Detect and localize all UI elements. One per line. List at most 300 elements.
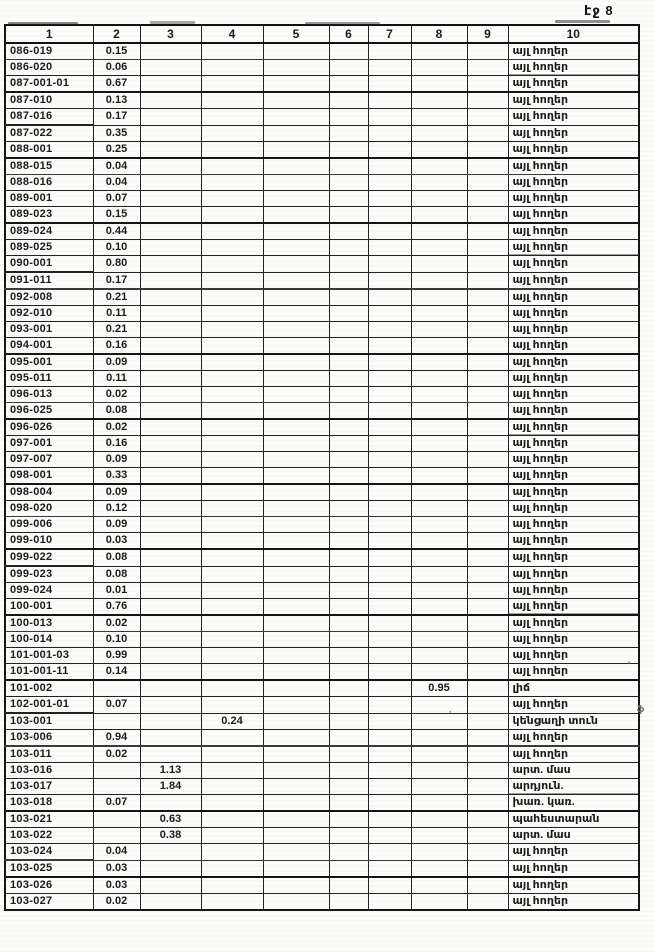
cell-area-value: 0.17 xyxy=(93,272,140,289)
cell-area-value xyxy=(467,306,508,322)
cell-land-type: այլ հողեր xyxy=(508,484,639,501)
cell-area-value xyxy=(140,92,201,109)
cell-area-value xyxy=(467,566,508,583)
cell-area-value xyxy=(329,76,368,93)
table-row xyxy=(5,811,639,828)
cell-area-value xyxy=(140,207,201,224)
table-row xyxy=(5,484,639,501)
cell-area-value: 0.35 xyxy=(93,125,140,142)
cell-area-value xyxy=(329,713,368,730)
cell-area-value xyxy=(411,354,467,371)
cell-area-value xyxy=(140,549,201,566)
cell-area-value xyxy=(467,811,508,828)
cell-area-value xyxy=(140,43,201,60)
cell-land-type: այլ հողեր xyxy=(508,844,639,861)
cell-parcel-code: 101-001-11 xyxy=(5,664,93,681)
cell-area-value xyxy=(329,240,368,256)
cell-land-type: այլ հողեր xyxy=(508,599,639,616)
cell-land-type: այլ հողեր xyxy=(508,566,639,583)
cell-land-type: այլ հողեր xyxy=(508,501,639,517)
cell-area-value xyxy=(201,207,263,224)
table-row xyxy=(5,92,639,109)
cell-area-value xyxy=(411,763,467,779)
cell-area-value xyxy=(140,664,201,681)
cell-area-value xyxy=(263,844,329,861)
cell-area-value xyxy=(467,43,508,60)
cell-area-value xyxy=(201,354,263,371)
cell-area-value: 0.03 xyxy=(93,533,140,550)
cell-area-value xyxy=(263,354,329,371)
cell-area-value xyxy=(411,844,467,861)
cell-area-value xyxy=(411,648,467,664)
cell-parcel-code: 102-001-01 xyxy=(5,697,93,714)
cell-area-value xyxy=(263,240,329,256)
cell-area-value xyxy=(368,484,411,501)
cell-land-type: այլ հողեր xyxy=(508,322,639,338)
cell-area-value xyxy=(263,306,329,322)
table-row xyxy=(5,322,639,338)
cell-land-type: այլ հողեր xyxy=(508,207,639,224)
cell-area-value xyxy=(467,795,508,812)
cell-area-value xyxy=(263,76,329,93)
cell-area-value xyxy=(263,566,329,583)
cell-area-value: 0.12 xyxy=(93,501,140,517)
cell-area-value: 0.04 xyxy=(93,844,140,861)
cell-area-value xyxy=(263,158,329,175)
cell-area-value xyxy=(263,533,329,550)
cell-area-value xyxy=(368,158,411,175)
cell-area-value xyxy=(140,484,201,501)
cell-area-value: 1.84 xyxy=(140,779,201,795)
cell-area-value xyxy=(368,289,411,306)
cell-area-value xyxy=(201,240,263,256)
cell-area-value xyxy=(329,60,368,76)
cell-parcel-code: 089-023 xyxy=(5,207,93,224)
cell-parcel-code: 093-001 xyxy=(5,322,93,338)
cell-area-value xyxy=(263,860,329,877)
table-row xyxy=(5,256,639,273)
cell-area-value xyxy=(201,92,263,109)
cell-area-value: 0.07 xyxy=(93,191,140,207)
cell-area-value xyxy=(411,191,467,207)
cell-area-value xyxy=(467,60,508,76)
cell-area-value xyxy=(201,828,263,844)
table-row xyxy=(5,730,639,747)
cell-land-type: այլ հողեր xyxy=(508,387,639,403)
table-row xyxy=(5,517,639,533)
cell-area-value xyxy=(263,387,329,403)
cell-land-type: պահեստարան xyxy=(508,811,639,828)
cell-parcel-code: 086-019 xyxy=(5,43,93,60)
table-row xyxy=(5,354,639,371)
column-header: 10 xyxy=(508,25,639,43)
cell-area-value xyxy=(368,207,411,224)
cell-parcel-code: 103-011 xyxy=(5,746,93,763)
cell-area-value xyxy=(467,371,508,387)
column-header: 4 xyxy=(201,25,263,43)
cell-area-value xyxy=(140,306,201,322)
cell-land-type: այլ հողեր xyxy=(508,452,639,468)
cell-area-value xyxy=(329,533,368,550)
cell-parcel-code: 099-022 xyxy=(5,549,93,566)
cell-area-value xyxy=(140,125,201,142)
cell-area-value xyxy=(201,468,263,485)
cell-area-value xyxy=(329,371,368,387)
cell-parcel-code: 099-006 xyxy=(5,517,93,533)
cell-area-value xyxy=(140,436,201,452)
cell-area-value xyxy=(140,730,201,747)
cell-area-value xyxy=(263,484,329,501)
cell-area-value xyxy=(411,452,467,468)
cell-area-value xyxy=(368,436,411,452)
cell-area-value xyxy=(201,680,263,697)
cell-area-value xyxy=(93,763,140,779)
cell-area-value xyxy=(329,844,368,861)
cell-area-value: 0.09 xyxy=(93,354,140,371)
cell-area-value xyxy=(201,730,263,747)
cell-land-type: այլ հողեր xyxy=(508,730,639,747)
cell-area-value xyxy=(411,877,467,894)
cell-area-value: 0.16 xyxy=(93,436,140,452)
cell-area-value: 0.15 xyxy=(93,43,140,60)
table-row xyxy=(5,371,639,387)
cell-area-value xyxy=(263,436,329,452)
cell-parcel-code: 099-023 xyxy=(5,566,93,583)
cell-area-value xyxy=(467,142,508,159)
cell-parcel-code: 096-025 xyxy=(5,403,93,420)
cell-area-value: 0.08 xyxy=(93,566,140,583)
cell-area-value xyxy=(329,860,368,877)
table-row xyxy=(5,207,639,224)
cell-area-value xyxy=(140,894,201,911)
cell-area-value xyxy=(467,338,508,355)
cell-area-value xyxy=(263,713,329,730)
table-row xyxy=(5,680,639,697)
cell-area-value xyxy=(467,468,508,485)
cell-area-value xyxy=(467,484,508,501)
cell-area-value xyxy=(411,338,467,355)
cell-area-value xyxy=(467,419,508,436)
scan-smudge xyxy=(8,22,78,25)
cell-area-value: 0.15 xyxy=(93,207,140,224)
column-header: 2 xyxy=(93,25,140,43)
cell-area-value xyxy=(467,844,508,861)
cell-area-value xyxy=(263,175,329,191)
cell-area-value xyxy=(368,92,411,109)
cell-area-value xyxy=(329,191,368,207)
cell-area-value xyxy=(140,387,201,403)
cell-area-value: 0.07 xyxy=(93,795,140,812)
cell-area-value xyxy=(467,256,508,273)
handwritten-mark: ' xyxy=(628,660,631,670)
scan-smudge xyxy=(555,20,610,23)
cell-area-value xyxy=(263,60,329,76)
cell-area-value xyxy=(263,109,329,126)
cell-area-value xyxy=(140,354,201,371)
cell-parcel-code: 097-001 xyxy=(5,436,93,452)
cell-area-value xyxy=(329,828,368,844)
cell-area-value: 1.13 xyxy=(140,763,201,779)
cell-area-value xyxy=(467,533,508,550)
cell-area-value xyxy=(467,632,508,648)
table-row xyxy=(5,763,639,779)
cell-area-value xyxy=(140,76,201,93)
cell-area-value xyxy=(329,354,368,371)
cell-land-type: այլ հողեր xyxy=(508,191,639,207)
cell-area-value xyxy=(368,125,411,142)
cell-area-value xyxy=(467,860,508,877)
cell-area-value xyxy=(411,289,467,306)
cell-area-value xyxy=(368,549,411,566)
cell-area-value xyxy=(467,517,508,533)
cell-area-value xyxy=(263,191,329,207)
cell-area-value: 0.14 xyxy=(93,664,140,681)
cell-area-value xyxy=(368,76,411,93)
cell-area-value xyxy=(411,43,467,60)
cell-area-value xyxy=(263,811,329,828)
cell-area-value xyxy=(140,158,201,175)
cell-area-value xyxy=(140,256,201,273)
cell-area-value xyxy=(411,436,467,452)
cell-area-value xyxy=(201,452,263,468)
cell-area-value: 0.80 xyxy=(93,256,140,273)
cell-area-value xyxy=(263,223,329,240)
cell-area-value xyxy=(263,256,329,273)
cell-area-value xyxy=(411,599,467,616)
cell-area-value xyxy=(263,763,329,779)
cell-area-value xyxy=(467,713,508,730)
cell-area-value xyxy=(411,322,467,338)
cell-area-value xyxy=(140,223,201,240)
cell-area-value xyxy=(201,403,263,420)
cell-area-value xyxy=(140,452,201,468)
table-row xyxy=(5,844,639,861)
land-parcel-table xyxy=(4,24,640,911)
cell-area-value xyxy=(140,403,201,420)
cell-area-value xyxy=(411,811,467,828)
cell-area-value xyxy=(329,142,368,159)
cell-parcel-code: 103-025 xyxy=(5,860,93,877)
cell-parcel-code: 103-021 xyxy=(5,811,93,828)
table-row xyxy=(5,877,639,894)
cell-land-type: այլ հողեր xyxy=(508,583,639,599)
column-header: 6 xyxy=(329,25,368,43)
cell-area-value xyxy=(140,240,201,256)
cell-area-value xyxy=(368,648,411,664)
cell-area-value xyxy=(329,452,368,468)
cell-area-value xyxy=(411,549,467,566)
cell-area-value xyxy=(140,272,201,289)
cell-area-value xyxy=(201,338,263,355)
cell-land-type: այլ հողեր xyxy=(508,240,639,256)
cell-area-value: 0.04 xyxy=(93,158,140,175)
cell-area-value xyxy=(329,680,368,697)
cell-area-value: 0.25 xyxy=(93,142,140,159)
cell-land-type: այլ հողեր xyxy=(508,517,639,533)
cell-area-value xyxy=(411,256,467,273)
cell-area-value xyxy=(329,746,368,763)
table-row xyxy=(5,289,639,306)
table-row xyxy=(5,142,639,159)
cell-area-value xyxy=(411,419,467,436)
handwritten-mark: ֆ xyxy=(637,704,645,714)
cell-area-value xyxy=(201,223,263,240)
cell-parcel-code: 089-024 xyxy=(5,223,93,240)
cell-area-value xyxy=(329,338,368,355)
cell-area-value xyxy=(368,615,411,632)
cell-area-value xyxy=(368,175,411,191)
cell-area-value xyxy=(411,697,467,714)
cell-area-value xyxy=(263,730,329,747)
cell-area-value xyxy=(467,92,508,109)
table-row xyxy=(5,632,639,648)
cell-land-type: այլ հողեր xyxy=(508,877,639,894)
column-header: 8 xyxy=(411,25,467,43)
table-row xyxy=(5,779,639,795)
table-row xyxy=(5,795,639,812)
page-number-label: էջ 8 xyxy=(584,3,614,18)
cell-land-type: այլ հողեր xyxy=(508,419,639,436)
cell-area-value xyxy=(368,517,411,533)
cell-area-value xyxy=(201,844,263,861)
cell-area-value xyxy=(411,223,467,240)
column-header: 1 xyxy=(5,25,93,43)
cell-parcel-code: 087-016 xyxy=(5,109,93,126)
cell-parcel-code: 103-016 xyxy=(5,763,93,779)
table-row xyxy=(5,894,639,911)
cell-area-value xyxy=(201,501,263,517)
cell-area-value xyxy=(263,615,329,632)
cell-parcel-code: 087-010 xyxy=(5,92,93,109)
cell-area-value xyxy=(140,371,201,387)
cell-parcel-code: 098-004 xyxy=(5,484,93,501)
cell-parcel-code: 086-020 xyxy=(5,60,93,76)
cell-land-type: այլ հողեր xyxy=(508,338,639,355)
cell-land-type: այլ հողեր xyxy=(508,468,639,485)
cell-area-value xyxy=(467,549,508,566)
cell-area-value: 0.02 xyxy=(93,746,140,763)
cell-area-value xyxy=(368,371,411,387)
cell-area-value xyxy=(411,664,467,681)
cell-area-value: 0.06 xyxy=(93,60,140,76)
cell-area-value xyxy=(411,60,467,76)
cell-land-type: խառ. կառ. xyxy=(508,795,639,812)
cell-area-value xyxy=(411,125,467,142)
cell-area-value xyxy=(368,387,411,403)
cell-land-type: այլ հողեր xyxy=(508,746,639,763)
cell-area-value xyxy=(368,256,411,273)
cell-parcel-code: 103-006 xyxy=(5,730,93,747)
cell-area-value xyxy=(467,272,508,289)
table-row xyxy=(5,697,639,714)
cell-land-type: այլ հողեր xyxy=(508,860,639,877)
cell-land-type: կենցաղի տուն xyxy=(508,713,639,730)
cell-area-value: 0.02 xyxy=(93,615,140,632)
cell-land-type: այլ հողեր xyxy=(508,158,639,175)
cell-land-type: այլ հողեր xyxy=(508,92,639,109)
cell-area-value xyxy=(467,680,508,697)
cell-area-value xyxy=(467,648,508,664)
table-row xyxy=(5,452,639,468)
cell-area-value xyxy=(329,43,368,60)
table-row xyxy=(5,746,639,763)
cell-land-type: այլ հողեր xyxy=(508,43,639,60)
cell-area-value xyxy=(411,175,467,191)
cell-parcel-code: 098-001 xyxy=(5,468,93,485)
cell-area-value xyxy=(329,583,368,599)
cell-parcel-code: 099-010 xyxy=(5,533,93,550)
cell-area-value: 0.08 xyxy=(93,549,140,566)
cell-area-value xyxy=(140,697,201,714)
cell-area-value xyxy=(329,877,368,894)
cell-area-value xyxy=(368,223,411,240)
cell-area-value xyxy=(201,272,263,289)
cell-area-value xyxy=(467,76,508,93)
cell-area-value xyxy=(368,322,411,338)
cell-area-value xyxy=(201,322,263,338)
cell-area-value xyxy=(411,795,467,812)
cell-area-value xyxy=(329,615,368,632)
cell-area-value xyxy=(411,779,467,795)
cell-land-type: այլ հողեր xyxy=(508,632,639,648)
cell-area-value xyxy=(368,142,411,159)
table-row xyxy=(5,583,639,599)
cell-area-value xyxy=(140,533,201,550)
cell-area-value xyxy=(411,403,467,420)
cell-area-value xyxy=(93,779,140,795)
cell-area-value xyxy=(329,468,368,485)
cell-area-value xyxy=(329,648,368,664)
cell-area-value xyxy=(201,289,263,306)
header-row xyxy=(5,25,639,43)
cell-area-value xyxy=(201,648,263,664)
cell-area-value xyxy=(201,175,263,191)
cell-area-value: 0.95 xyxy=(411,680,467,697)
cell-area-value: 0.02 xyxy=(93,894,140,911)
cell-area-value xyxy=(467,877,508,894)
cell-area-value xyxy=(467,615,508,632)
cell-area-value: 0.63 xyxy=(140,811,201,828)
table-row xyxy=(5,240,639,256)
cell-area-value: 0.09 xyxy=(93,517,140,533)
cell-area-value xyxy=(467,501,508,517)
cell-parcel-code: 103-017 xyxy=(5,779,93,795)
cell-area-value xyxy=(329,436,368,452)
cell-area-value: 0.67 xyxy=(93,76,140,93)
table-row xyxy=(5,599,639,616)
cell-area-value xyxy=(140,648,201,664)
cell-area-value xyxy=(368,109,411,126)
cell-area-value xyxy=(467,387,508,403)
cell-area-value xyxy=(263,289,329,306)
cell-area-value xyxy=(329,484,368,501)
cell-area-value xyxy=(329,207,368,224)
cell-area-value xyxy=(467,175,508,191)
cell-area-value xyxy=(93,713,140,730)
cell-area-value xyxy=(263,338,329,355)
scan-smudge xyxy=(150,21,195,24)
cell-area-value: 0.76 xyxy=(93,599,140,616)
cell-area-value xyxy=(329,223,368,240)
cell-area-value xyxy=(140,795,201,812)
cell-area-value xyxy=(263,877,329,894)
cell-land-type: այլ հողեր xyxy=(508,142,639,159)
cell-area-value: 0.03 xyxy=(93,877,140,894)
cell-area-value xyxy=(201,158,263,175)
cell-area-value xyxy=(411,828,467,844)
cell-area-value: 0.09 xyxy=(93,452,140,468)
cell-land-type: այլ հողեր xyxy=(508,223,639,240)
